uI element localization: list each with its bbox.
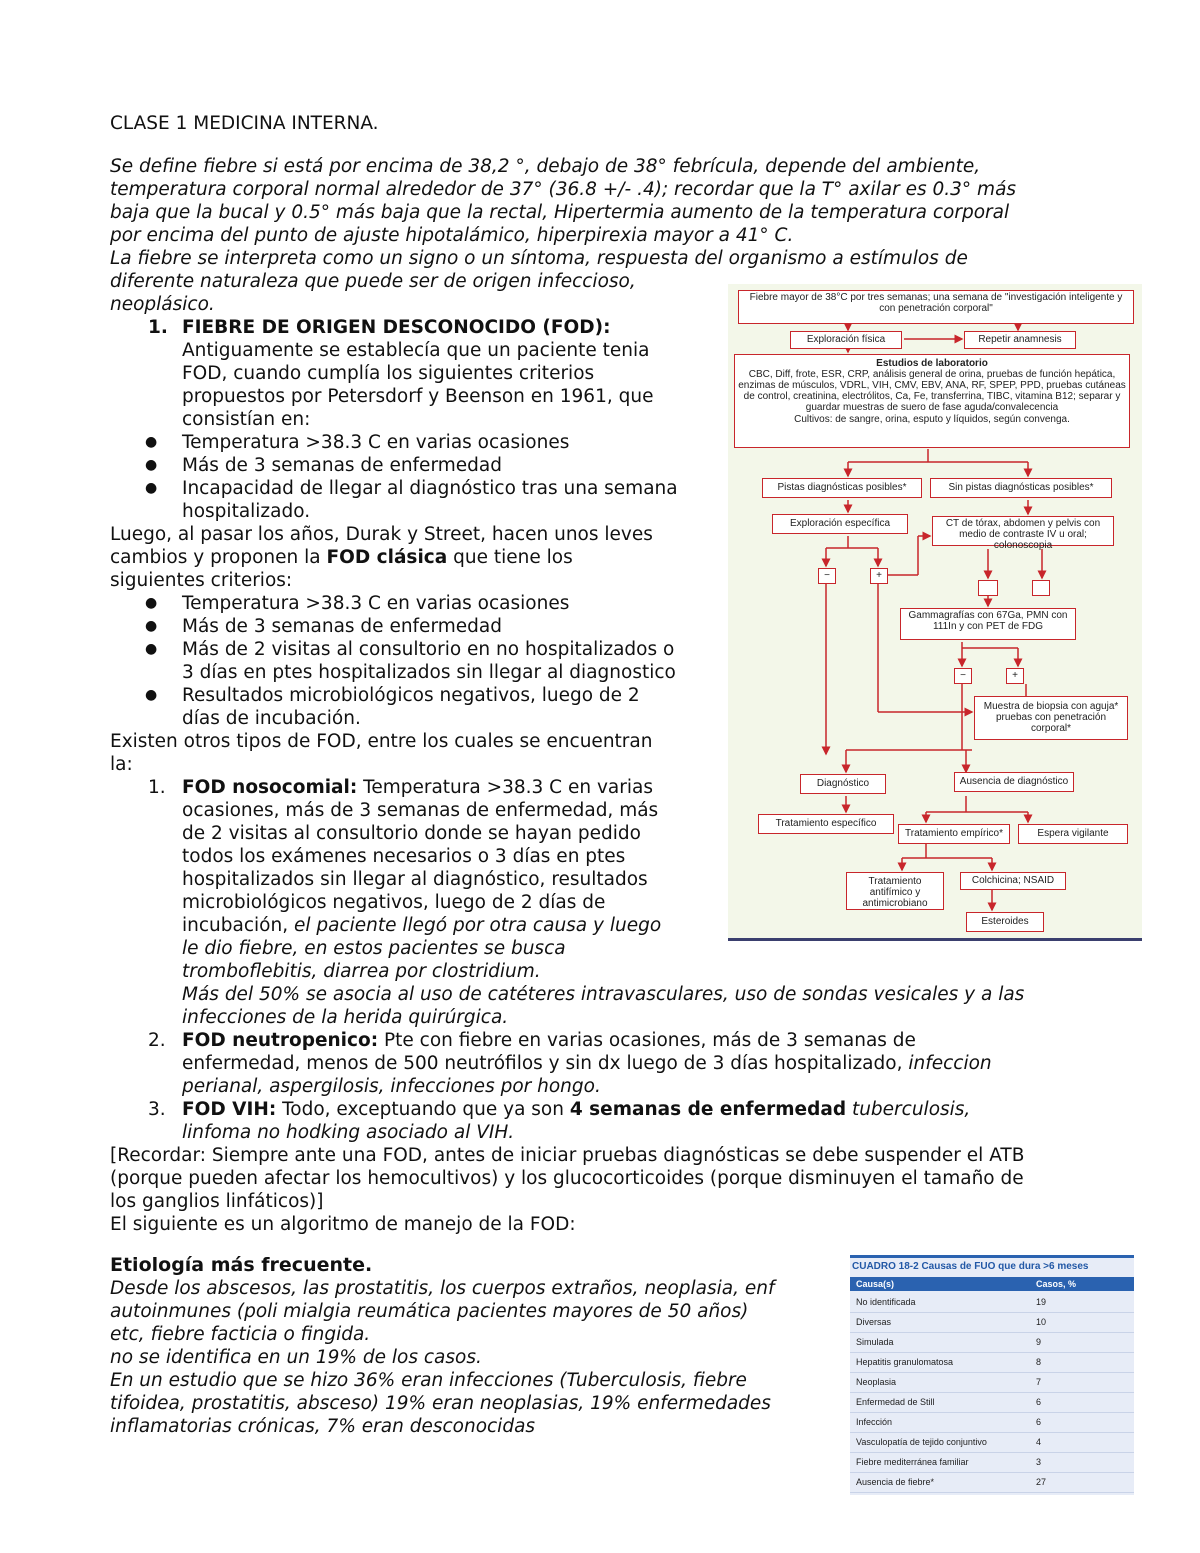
etiology-heading: Etiología más frecuente. [110, 1254, 373, 1276]
table-row: Ausencia de fiebre* 27 [850, 1473, 1134, 1493]
section-line: consistían en: [182, 409, 311, 430]
intro-line: diferente naturaleza que puede ser de origen infeccioso, [110, 271, 636, 292]
list-number: 3. [148, 1099, 166, 1120]
type-line: infecciones de la herida quirúrgica. [182, 1007, 509, 1028]
etiology-line: etc, fiebre facticia o fingida. [110, 1324, 371, 1345]
etiology-line: no se identifica en un 19% de los casos. [110, 1347, 482, 1368]
flow-lab-box [734, 354, 1130, 448]
flow-plus-node: + [1006, 668, 1024, 684]
type-line: enfermedad, menos de 500 neutrófilos y sin dx luego de 3 días hospitalizado, infeccion [182, 1053, 992, 1074]
table-title: CUADRO 18-2 Causas de FUO que dura >6 meses [852, 1261, 1089, 1272]
bullet-icon: ● [145, 595, 158, 611]
flow-pistas-box: Pistas diagnósticas posibles* [762, 478, 922, 498]
list-item: Más de 2 visitas al consultorio en no hospitalizados o [182, 639, 675, 660]
etiology-line: tifoidea, prostatitis, absceso) 19% eran neoplasias, 19% enfermedades [110, 1393, 771, 1414]
flow-start-box: Fiebre mayor de 38°C por tres semanas; una semana de "investigación inteligente y con penetración corporal" [738, 290, 1134, 324]
type-line: ocasiones, más de 3 semanas de enfermedad, más [182, 800, 659, 821]
intro-line: por encima del punto de ajuste hipotalámico, hiperpirexia mayor a 41° C. [110, 225, 794, 246]
reminder-line: [Recordar: Siempre ante una FOD, antes de iniciar pruebas diagnósticas se debe suspender el ATB [110, 1145, 1025, 1166]
flow-lab-title: Estudios de laboratorio [876, 358, 988, 369]
list-item: Resultados microbiológicos negativos, luego de 2 [182, 685, 640, 706]
etiology-line: Desde los abscesos, las prostatitis, los cuerpos extraños, neoplasia, enf [110, 1278, 775, 1299]
list-item: Temperatura >38.3 C en varias ocasiones [182, 432, 570, 453]
bullet-icon: ● [145, 641, 158, 657]
table-row: Infección 6 [850, 1413, 1134, 1433]
flow-esteroides-box: Esteroides [966, 912, 1044, 932]
type-line: linfoma no hodking asociado al VIH. [182, 1122, 515, 1143]
flow-ausencia-box: Ausencia de diagnóstico [954, 772, 1074, 792]
type-line: Más del 50% se asocia al uso de catéteres intravasculares, uso de sondas vesicales y a las [182, 984, 1025, 1005]
intro-line: temperatura corporal normal alrededor de 37° (36.8 +/- .4); recordar que la T° axilar es 0.3° más [110, 179, 1017, 200]
table-top-rule [850, 1255, 1134, 1258]
section-heading: FIEBRE DE ORIGEN DESCONOCIDO (FOD): [182, 317, 611, 338]
bullet-icon: ● [145, 687, 158, 703]
flow-espera-box: Espera vigilante [1018, 824, 1128, 844]
type-line: le dio fiebre, en estos pacientes se busca [182, 938, 566, 959]
intro-line: Se define fiebre si está por encima de 38,2 °, debajo de 38° febrícula, depende del ambiente, [110, 156, 981, 177]
type-line: perianal, aspergilosis, infecciones por hongo. [182, 1076, 601, 1097]
flow-ct-box: CT de tórax, abdomen y pelvis con medio de contraste IV u oral; colonoscopia [932, 516, 1114, 546]
list-item: Más de 3 semanas de enfermedad [182, 455, 502, 476]
list-number: 1. [148, 777, 166, 798]
list-item: Temperatura >38.3 C en varias ocasiones [182, 593, 570, 614]
type-line: de 2 visitas al consultorio donde se hayan pedido [182, 823, 641, 844]
flow-biopsia-box: Muestra de biopsia con aguja* pruebas con penetración corporal* [974, 696, 1128, 740]
bullet-icon: ● [145, 434, 158, 450]
list-number: 2. [148, 1030, 166, 1051]
table-header-row [850, 1277, 1134, 1291]
table-header-cell: Casos, % [1036, 1279, 1077, 1289]
type-heading: FOD VIH: Todo, exceptuando que ya son 4 semanas de enfermedad tuberculosis, [182, 1099, 971, 1120]
table-row: Simulada 9 [850, 1333, 1134, 1353]
bullet-icon: ● [145, 480, 158, 496]
flow-diagnostico-box: Diagnóstico [800, 774, 886, 794]
flow-sin-pistas-box: Sin pistas diagnósticas posibles* [930, 478, 1112, 498]
flow-plus-node: + [870, 568, 888, 584]
section-number: 1. [148, 317, 168, 338]
flow-minus-node: − [954, 668, 972, 684]
flow-gamma-box: Gammagrafías con 67Ga, PMN con 111In y con PET de FDG [900, 608, 1076, 640]
table-row: Hepatitis granulomatosa 8 [850, 1353, 1134, 1373]
list-item: hospitalizado. [182, 501, 311, 522]
etiology-line: autoinmunes (poli mialgia reumática pacientes mayores de 50 años) [110, 1301, 749, 1322]
section-line: Antiguamente se establecía que un paciente tenia [182, 340, 650, 361]
causes-table [850, 1255, 1134, 1495]
type-line: microbiológicos negativos, luego de 2 días de [182, 892, 606, 913]
table-row: Neoplasia 7 [850, 1373, 1134, 1393]
paragraph-line: Luego, al pasar los años, Durak y Street, hacen unos leves [110, 524, 653, 545]
bullet-icon: ● [145, 618, 158, 634]
flow-repetir-box: Repetir anamnesis [964, 331, 1076, 349]
fod-algorithm-flowchart [728, 284, 1142, 941]
type-line: tromboflebitis, diarrea por clostridium. [182, 961, 541, 982]
intro-line: baja que la bucal y 0.5° más baja que la rectal, Hipertermia aumento de la temperatura corporal [110, 202, 1010, 223]
reminder-line: (porque pueden afectar los hemocultivos) y los glucocorticoides (porque disminuyen el tamaño de [110, 1168, 1024, 1189]
list-item: Incapacidad de llegar al diagnóstico tras una semana [182, 478, 678, 499]
flow-lab-text: CBC, Diff, frote, ESR, CRP, análisis general de orina, pruebas de función hepática, enzimas de músculos, VDRL, VIH, CMV, EBV, ANA, RF, SPEP, PPD, pruebas cutáneas de control, creatinina, electrólitos, Ca, Fe, transferrina, TIBC, vitamina B12; separar y guardar muestras de suero de fase aguda/convalecencia [738, 369, 1126, 413]
table-row: Diversas 10 [850, 1313, 1134, 1333]
etiology-line: inflamatorias crónicas, 7% eran desconocidas [110, 1416, 536, 1437]
list-item: días de incubación. [182, 708, 361, 729]
table-row: No identificada 19 [850, 1293, 1134, 1313]
type-line: hospitalizados sin llegar al diagnóstico, resultados [182, 869, 648, 890]
paragraph-line: Existen otros tipos de FOD, entre los cuales se encuentran [110, 731, 653, 752]
list-item: Más de 3 semanas de enfermedad [182, 616, 502, 637]
flow-empty-node [1032, 580, 1050, 596]
type-line: todos los exámenes necesarios o 3 días en ptes [182, 846, 626, 867]
table-row: Enfermedad de Still 6 [850, 1393, 1134, 1413]
flow-minus-node: − [818, 568, 836, 584]
paragraph-line: la: [110, 754, 133, 775]
flow-trat-especifico-box: Tratamiento específico [758, 814, 894, 834]
flow-colchicina-box: Colchicina; NSAID [960, 872, 1066, 890]
flow-trat-antif-box: Tratamiento antifímico y antimicrobiano [846, 872, 944, 910]
flow-exploracion-especifica-box: Exploración específica [772, 514, 908, 534]
document-title: CLASE 1 MEDICINA INTERNA. [110, 113, 379, 134]
list-item: 3 días en ptes hospitalizados sin llegar al diagnostico [182, 662, 676, 683]
reminder-line: los ganglios linfáticos)] [110, 1191, 324, 1212]
flow-trat-empirico-box: Tratamiento empírico* [898, 824, 1010, 844]
intro-line: La fiebre se interpreta como un signo o un síntoma, respuesta del organismo a estímulos de [110, 248, 968, 269]
intro-line: neoplásico. [110, 294, 215, 315]
flow-empty-node [978, 580, 998, 596]
type-heading: FOD nosocomial: Temperatura >38.3 C en varias [182, 777, 653, 798]
paragraph-line: cambios y proponen la FOD clásica que tiene los [110, 547, 573, 568]
type-line: incubación, el paciente llegó por otra causa y luego [182, 915, 662, 936]
etiology-line: En un estudio que se hizo 36% eran infecciones (Tuberculosis, fiebre [110, 1370, 747, 1391]
flow-exploracion-box: Exploración física [790, 331, 902, 349]
type-heading: FOD neutropenico: Pte con fiebre en varias ocasiones, más de 3 semanas de [182, 1030, 916, 1051]
reminder-line: El siguiente es un algoritmo de manejo de la FOD: [110, 1214, 576, 1235]
section-line: propuestos por Petersdorf y Beenson en 1961, que [182, 386, 654, 407]
table-row: Fiebre mediterránea familiar 3 [850, 1453, 1134, 1473]
table-header-cell: Causa(s) [856, 1279, 895, 1289]
section-line: FOD, cuando cumplía los siguientes criterios [182, 363, 595, 384]
table-row: Vasculopatía de tejido conjuntivo 4 [850, 1433, 1134, 1453]
bullet-icon: ● [145, 457, 158, 473]
flow-cultivos-text: Cultivos: de sangre, orina, esputo y líquidos, según convenga. [794, 414, 1070, 425]
paragraph-line: siguientes criterios: [110, 570, 293, 591]
